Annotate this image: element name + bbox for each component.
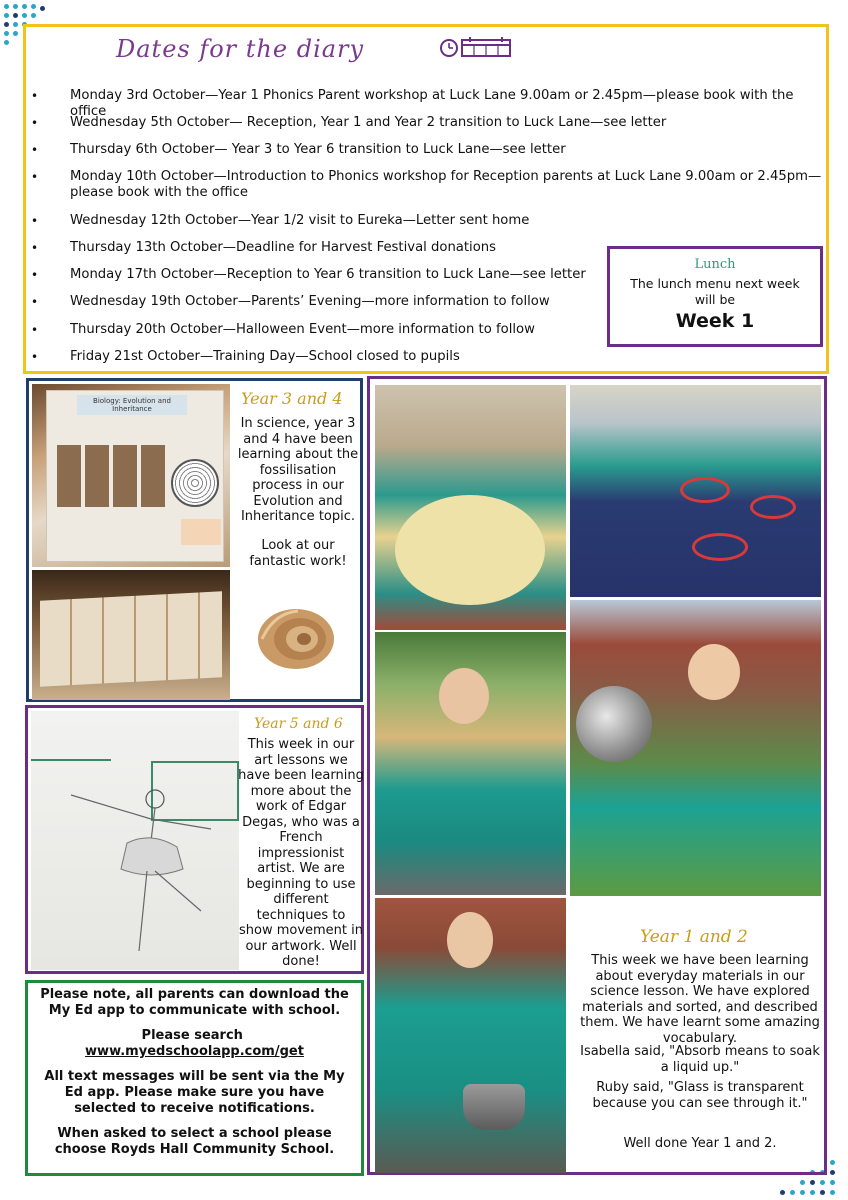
calendar-icon [438, 36, 512, 58]
metal-pot [463, 1084, 525, 1130]
year12-quote-isabella: Isabella said, "Absorb means to soak a liquid up." [580, 1044, 820, 1075]
poster-title: Biology: Evolution and Inheritance [77, 395, 187, 415]
myed-link[interactable]: www.myedschoolapp.com/get [85, 1044, 304, 1059]
year12-panel [367, 376, 827, 1175]
bullet: • [31, 143, 39, 157]
myed-note-panel [25, 980, 364, 1176]
note-line-1: Please note, all parents can download the My Ed app to communicate with school. [40, 987, 349, 1018]
year12-quote-ruby: Ruby said, "Glass is transparent because you can see through it." [592, 1080, 808, 1111]
child-face [688, 644, 740, 700]
ballerina-sketch [51, 771, 231, 961]
lunch-week: Week 1 [675, 310, 755, 332]
event-text: Wednesday 12th October—Year 1/2 visit to Eureka—Letter sent home [70, 213, 530, 228]
timeline-strip [40, 591, 222, 687]
fossil-poster-photo [32, 384, 230, 567]
bullet: • [31, 323, 39, 337]
lunch-text: The lunch menu next week will be [630, 276, 800, 307]
note-line-3: All text messages will be sent via the My Ed app. Please make sure you have selected to receive notifications. [44, 1069, 345, 1116]
event-text: Thursday 6th October— Year 3 to Year 6 transition to Luck Lane—see letter [70, 142, 566, 157]
lunch-box [607, 246, 823, 347]
hoop [692, 533, 748, 561]
bullet: • [31, 350, 39, 364]
carpet-hoops-photo [570, 385, 821, 597]
year34-text: In science, year 3 and 4 have been learning about the fossilisation process in our Evolution and Inheritance topic. [237, 416, 359, 524]
event-text: Friday 21st October—Training Day—School closed to pupils [70, 349, 460, 364]
year56-heading: Year 5 and 6 [254, 716, 343, 732]
bullet: • [31, 170, 39, 184]
year56-panel [25, 705, 364, 974]
round-table [395, 495, 545, 605]
boy-with-pot-photo [375, 898, 566, 1173]
event-text: Monday 3rd October—Year 1 Phonics Parent workshop at Luck Lane 9.00am or 2.45pm—please book with the office [70, 88, 794, 119]
note-line-4: When asked to select a school please choose Royds Hall Community School. [54, 1126, 335, 1157]
dates-title: Dates for the diary [116, 35, 365, 63]
hoop [680, 477, 730, 503]
child-face [447, 912, 493, 968]
bullet: • [31, 295, 39, 309]
year34-panel [26, 378, 363, 702]
event-text: Thursday 13th October—Deadline for Harvest Festival donations [70, 240, 497, 255]
outdoor-boy-photo [375, 632, 566, 895]
event-text: Wednesday 5th October— Reception, Year 1 and Year 2 transition to Luck Lane—see letter [70, 115, 667, 130]
bullet: • [31, 89, 39, 103]
hoop [750, 495, 796, 519]
degas-sketch-photo [31, 711, 239, 970]
poster-board [46, 390, 224, 562]
year12-paragraph: This week we have been learning about everyday materials in our science lesson. We have explored materials and sorted, and described them. We have learnt some amazing vocabulary. [580, 953, 820, 1046]
note-line-2 [35, 1028, 355, 1060]
ammonite-image [254, 603, 338, 673]
classroom-table-photo [375, 385, 566, 630]
year34-heading: Year 3 and 4 [241, 389, 343, 408]
lunch-title: Lunch [694, 257, 736, 272]
event-text: Wednesday 19th October—Parents’ Evening—more information to follow [70, 294, 550, 309]
worksheet-header [31, 711, 111, 761]
spiral-drawing [171, 459, 219, 507]
bullet: • [31, 241, 39, 255]
event-text: Monday 10th October—Introduction to Phonics workshop for Reception parents at Luck Lane 9.00am or 2.45pm—please book with the office [70, 169, 822, 200]
fossil-photo-grid [57, 445, 167, 507]
year56-text: This week in our art lessons we have been learning more about the work of Edgar Degas, who was a French impressionist artist. We are beginning to use different techniques to show movement in our artwork. Well done! [238, 737, 364, 969]
metal-lid [576, 686, 652, 762]
bullet: • [31, 214, 39, 228]
event-text: Thursday 20th October—Halloween Event—more information to follow [70, 322, 535, 337]
event-text: Monday 17th October—Reception to Year 6 transition to Luck Lane—see letter [70, 267, 586, 282]
year12-well-done: Well done Year 1 and 2. [623, 1136, 777, 1151]
sticky-note [181, 519, 221, 545]
child-face [439, 668, 489, 724]
fossil-timeline-photo [32, 570, 230, 700]
playground-lid-photo [570, 600, 821, 896]
bullet: • [31, 268, 39, 282]
note-search-prefix: Please search [141, 1028, 243, 1043]
year12-heading: Year 1 and 2 [640, 927, 748, 947]
bullet: • [31, 116, 39, 130]
year34-look: Look at our fantastic work! [249, 538, 347, 569]
dates-section [23, 24, 829, 374]
